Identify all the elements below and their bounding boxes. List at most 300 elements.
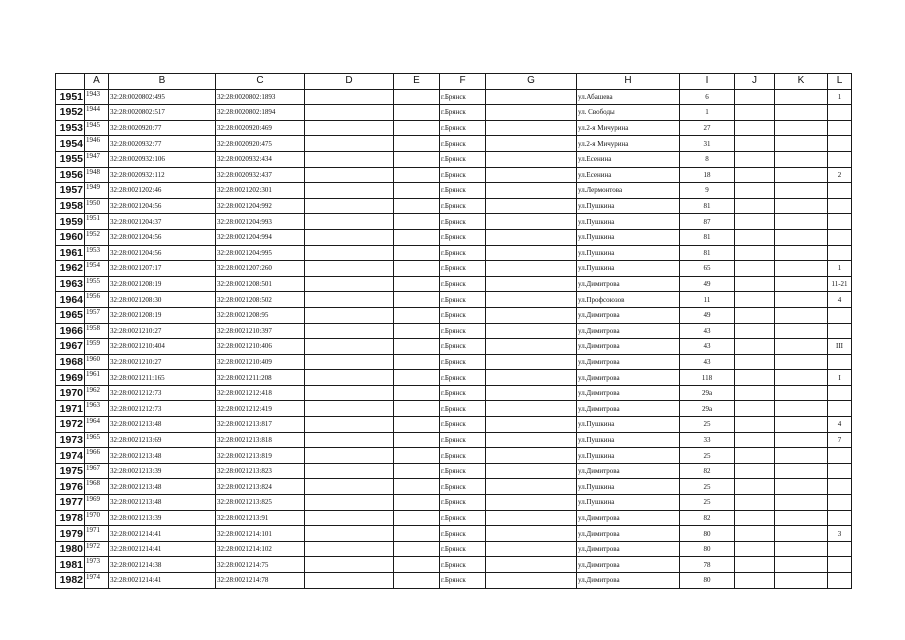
cell-g[interactable] bbox=[486, 510, 577, 526]
cell-f[interactable]: г.Брянск bbox=[440, 198, 486, 214]
cell-f[interactable]: г.Брянск bbox=[440, 136, 486, 152]
row-number[interactable]: 1972 bbox=[56, 417, 85, 433]
cell-i[interactable]: 80 bbox=[680, 526, 735, 542]
cell-d[interactable] bbox=[305, 214, 394, 230]
cell-b[interactable]: 32:28:0021213:39 bbox=[109, 510, 216, 526]
cell-j[interactable] bbox=[735, 557, 775, 573]
cell-g[interactable] bbox=[486, 214, 577, 230]
row-number[interactable]: 1955 bbox=[56, 151, 85, 167]
cell-f[interactable]: г.Брянск bbox=[440, 183, 486, 199]
cell-j[interactable] bbox=[735, 136, 775, 152]
cell-c[interactable]: 32:28:0021204:994 bbox=[216, 229, 305, 245]
cell-g[interactable] bbox=[486, 526, 577, 542]
cell-h[interactable]: ул.Пушкина bbox=[577, 417, 680, 433]
cell-f[interactable]: г.Брянск bbox=[440, 339, 486, 355]
cell-i[interactable]: 49 bbox=[680, 276, 735, 292]
column-header-j[interactable]: J bbox=[735, 74, 775, 90]
cell-i[interactable]: 80 bbox=[680, 573, 735, 589]
row-number[interactable]: 1970 bbox=[56, 385, 85, 401]
cell-g[interactable] bbox=[486, 385, 577, 401]
cell-k[interactable] bbox=[775, 120, 828, 136]
cell-e[interactable] bbox=[394, 136, 440, 152]
cell-b[interactable]: 32:28:0021213:48 bbox=[109, 417, 216, 433]
cell-c[interactable]: 32:28:0020802:1894 bbox=[216, 105, 305, 121]
cell-a[interactable]: 1947 bbox=[85, 151, 109, 167]
cell-a[interactable]: 1943 bbox=[85, 89, 109, 105]
cell-g[interactable] bbox=[486, 557, 577, 573]
cell-e[interactable] bbox=[394, 214, 440, 230]
cell-l[interactable] bbox=[828, 183, 852, 199]
cell-j[interactable] bbox=[735, 183, 775, 199]
cell-g[interactable] bbox=[486, 229, 577, 245]
cell-l[interactable] bbox=[828, 245, 852, 261]
cell-e[interactable] bbox=[394, 261, 440, 277]
column-header-a[interactable]: A bbox=[85, 74, 109, 90]
cell-f[interactable]: г.Брянск bbox=[440, 510, 486, 526]
cell-b[interactable]: 32:28:0021204:56 bbox=[109, 245, 216, 261]
cell-i[interactable]: 27 bbox=[680, 120, 735, 136]
cell-a[interactable]: 1973 bbox=[85, 557, 109, 573]
cell-f[interactable]: г.Брянск bbox=[440, 105, 486, 121]
cell-e[interactable] bbox=[394, 229, 440, 245]
cell-f[interactable]: г.Брянск bbox=[440, 541, 486, 557]
cell-i[interactable]: 65 bbox=[680, 261, 735, 277]
cell-h[interactable]: ул.Профсоюзов bbox=[577, 292, 680, 308]
cell-e[interactable] bbox=[394, 339, 440, 355]
cell-k[interactable] bbox=[775, 495, 828, 511]
cell-a[interactable]: 1953 bbox=[85, 245, 109, 261]
cell-l[interactable]: I bbox=[828, 370, 852, 386]
cell-i[interactable]: 81 bbox=[680, 245, 735, 261]
row-number[interactable]: 1960 bbox=[56, 229, 85, 245]
cell-e[interactable] bbox=[394, 432, 440, 448]
cell-b[interactable]: 32:28:0021208:19 bbox=[109, 307, 216, 323]
cell-j[interactable] bbox=[735, 339, 775, 355]
cell-a[interactable]: 1966 bbox=[85, 448, 109, 464]
cell-k[interactable] bbox=[775, 151, 828, 167]
cell-j[interactable] bbox=[735, 417, 775, 433]
cell-c[interactable]: 32:28:0021204:993 bbox=[216, 214, 305, 230]
row-number[interactable]: 1969 bbox=[56, 370, 85, 386]
cell-a[interactable]: 1951 bbox=[85, 214, 109, 230]
cell-h[interactable]: ул. Свободы bbox=[577, 105, 680, 121]
cell-a[interactable]: 1974 bbox=[85, 573, 109, 589]
cell-g[interactable] bbox=[486, 401, 577, 417]
cell-e[interactable] bbox=[394, 370, 440, 386]
cell-k[interactable] bbox=[775, 354, 828, 370]
column-header-h[interactable]: H bbox=[577, 74, 680, 90]
cell-l[interactable]: 4 bbox=[828, 417, 852, 433]
cell-i[interactable]: 29а bbox=[680, 401, 735, 417]
cell-g[interactable] bbox=[486, 198, 577, 214]
cell-e[interactable] bbox=[394, 463, 440, 479]
cell-l[interactable]: 2 bbox=[828, 167, 852, 183]
cell-e[interactable] bbox=[394, 557, 440, 573]
cell-c[interactable]: 32:28:0021214:102 bbox=[216, 541, 305, 557]
cell-g[interactable] bbox=[486, 432, 577, 448]
cell-j[interactable] bbox=[735, 401, 775, 417]
cell-k[interactable] bbox=[775, 557, 828, 573]
cell-a[interactable]: 1969 bbox=[85, 495, 109, 511]
cell-j[interactable] bbox=[735, 510, 775, 526]
cell-h[interactable]: ул.Пушкина bbox=[577, 448, 680, 464]
cell-g[interactable] bbox=[486, 479, 577, 495]
cell-a[interactable]: 1962 bbox=[85, 385, 109, 401]
column-header-l[interactable]: L bbox=[828, 74, 852, 90]
cell-g[interactable] bbox=[486, 120, 577, 136]
cell-c[interactable]: 32:28:0021210:406 bbox=[216, 339, 305, 355]
cell-d[interactable] bbox=[305, 417, 394, 433]
cell-g[interactable] bbox=[486, 183, 577, 199]
cell-d[interactable] bbox=[305, 229, 394, 245]
cell-h[interactable]: ул.Пушкина bbox=[577, 495, 680, 511]
cell-c[interactable]: 32:28:0021213:818 bbox=[216, 432, 305, 448]
cell-c[interactable]: 32:28:0021214:78 bbox=[216, 573, 305, 589]
cell-l[interactable]: 4 bbox=[828, 292, 852, 308]
cell-c[interactable]: 32:28:0021204:995 bbox=[216, 245, 305, 261]
cell-k[interactable] bbox=[775, 198, 828, 214]
cell-g[interactable] bbox=[486, 307, 577, 323]
row-number[interactable]: 1982 bbox=[56, 573, 85, 589]
cell-b[interactable]: 32:28:0021212:73 bbox=[109, 385, 216, 401]
cell-i[interactable]: 49 bbox=[680, 307, 735, 323]
cell-h[interactable]: ул.Димитрова bbox=[577, 526, 680, 542]
cell-h[interactable]: ул.Димитрова bbox=[577, 573, 680, 589]
cell-e[interactable] bbox=[394, 276, 440, 292]
cell-k[interactable] bbox=[775, 323, 828, 339]
cell-g[interactable] bbox=[486, 136, 577, 152]
cell-k[interactable] bbox=[775, 385, 828, 401]
cell-l[interactable] bbox=[828, 557, 852, 573]
cell-b[interactable]: 32:28:0021211:165 bbox=[109, 370, 216, 386]
cell-e[interactable] bbox=[394, 151, 440, 167]
cell-b[interactable]: 32:28:0021207:17 bbox=[109, 261, 216, 277]
cell-g[interactable] bbox=[486, 448, 577, 464]
cell-c[interactable]: 32:28:0021208:95 bbox=[216, 307, 305, 323]
cell-k[interactable] bbox=[775, 245, 828, 261]
cell-c[interactable]: 32:28:0021213:823 bbox=[216, 463, 305, 479]
cell-f[interactable]: г.Брянск bbox=[440, 401, 486, 417]
cell-h[interactable]: ул.Димитрова bbox=[577, 354, 680, 370]
cell-d[interactable] bbox=[305, 307, 394, 323]
row-number[interactable]: 1973 bbox=[56, 432, 85, 448]
cell-b[interactable]: 32:28:0021208:30 bbox=[109, 292, 216, 308]
row-number[interactable]: 1951 bbox=[56, 89, 85, 105]
cell-l[interactable]: 7 bbox=[828, 432, 852, 448]
column-header-k[interactable]: K bbox=[775, 74, 828, 90]
cell-j[interactable] bbox=[735, 479, 775, 495]
cell-b[interactable]: 32:28:0021208:19 bbox=[109, 276, 216, 292]
cell-h[interactable]: ул.Димитрова bbox=[577, 385, 680, 401]
cell-j[interactable] bbox=[735, 307, 775, 323]
cell-k[interactable] bbox=[775, 339, 828, 355]
cell-i[interactable]: 1 bbox=[680, 105, 735, 121]
cell-h[interactable]: ул.Димитрова bbox=[577, 276, 680, 292]
cell-i[interactable]: 80 bbox=[680, 541, 735, 557]
cell-i[interactable]: 25 bbox=[680, 417, 735, 433]
cell-d[interactable] bbox=[305, 105, 394, 121]
cell-i[interactable]: 33 bbox=[680, 432, 735, 448]
cell-c[interactable]: 32:28:0021207:260 bbox=[216, 261, 305, 277]
cell-e[interactable] bbox=[394, 573, 440, 589]
cell-l[interactable] bbox=[828, 463, 852, 479]
cell-f[interactable]: г.Брянск bbox=[440, 229, 486, 245]
cell-k[interactable] bbox=[775, 261, 828, 277]
cell-f[interactable]: г.Брянск bbox=[440, 354, 486, 370]
cell-d[interactable] bbox=[305, 89, 394, 105]
cell-h[interactable]: ул.Пушкина bbox=[577, 245, 680, 261]
cell-h[interactable]: ул.Димитрова bbox=[577, 557, 680, 573]
cell-e[interactable] bbox=[394, 510, 440, 526]
cell-d[interactable] bbox=[305, 151, 394, 167]
cell-l[interactable] bbox=[828, 136, 852, 152]
row-number[interactable]: 1952 bbox=[56, 105, 85, 121]
cell-d[interactable] bbox=[305, 557, 394, 573]
cell-b[interactable]: 32:28:0021213:39 bbox=[109, 463, 216, 479]
cell-b[interactable]: 32:28:0021202:46 bbox=[109, 183, 216, 199]
cell-b[interactable]: 32:28:0021213:48 bbox=[109, 479, 216, 495]
cell-b[interactable]: 32:28:0021213:48 bbox=[109, 448, 216, 464]
cell-j[interactable] bbox=[735, 526, 775, 542]
cell-h[interactable]: ул.Димитрова bbox=[577, 401, 680, 417]
cell-c[interactable]: 32:28:0021213:91 bbox=[216, 510, 305, 526]
column-header-i[interactable]: I bbox=[680, 74, 735, 90]
cell-d[interactable] bbox=[305, 183, 394, 199]
cell-i[interactable]: 43 bbox=[680, 339, 735, 355]
cell-d[interactable] bbox=[305, 385, 394, 401]
cell-d[interactable] bbox=[305, 510, 394, 526]
row-number[interactable]: 1978 bbox=[56, 510, 85, 526]
cell-k[interactable] bbox=[775, 526, 828, 542]
cell-e[interactable] bbox=[394, 292, 440, 308]
cell-d[interactable] bbox=[305, 526, 394, 542]
cell-k[interactable] bbox=[775, 432, 828, 448]
cell-f[interactable]: г.Брянск bbox=[440, 167, 486, 183]
cell-e[interactable] bbox=[394, 245, 440, 261]
cell-g[interactable] bbox=[486, 167, 577, 183]
column-header-c[interactable]: C bbox=[216, 74, 305, 90]
row-number[interactable]: 1961 bbox=[56, 245, 85, 261]
cell-k[interactable] bbox=[775, 573, 828, 589]
cell-j[interactable] bbox=[735, 541, 775, 557]
cell-h[interactable]: ул.Димитрова bbox=[577, 510, 680, 526]
cell-j[interactable] bbox=[735, 432, 775, 448]
cell-g[interactable] bbox=[486, 463, 577, 479]
corner-cell[interactable] bbox=[56, 74, 85, 90]
cell-h[interactable]: ул.Пушкина bbox=[577, 198, 680, 214]
cell-h[interactable]: ул.Пушкина bbox=[577, 229, 680, 245]
cell-c[interactable]: 32:28:0020932:434 bbox=[216, 151, 305, 167]
cell-d[interactable] bbox=[305, 167, 394, 183]
cell-i[interactable]: 78 bbox=[680, 557, 735, 573]
cell-b[interactable]: 32:28:0021214:38 bbox=[109, 557, 216, 573]
cell-l[interactable]: 1 bbox=[828, 261, 852, 277]
cell-k[interactable] bbox=[775, 401, 828, 417]
cell-a[interactable]: 1946 bbox=[85, 136, 109, 152]
cell-e[interactable] bbox=[394, 307, 440, 323]
cell-j[interactable] bbox=[735, 245, 775, 261]
cell-l[interactable] bbox=[828, 120, 852, 136]
cell-g[interactable] bbox=[486, 89, 577, 105]
cell-c[interactable]: 32:28:0021204:992 bbox=[216, 198, 305, 214]
cell-g[interactable] bbox=[486, 354, 577, 370]
row-number[interactable]: 1953 bbox=[56, 120, 85, 136]
cell-j[interactable] bbox=[735, 354, 775, 370]
cell-d[interactable] bbox=[305, 198, 394, 214]
cell-h[interactable]: ул.Димитрова bbox=[577, 463, 680, 479]
cell-k[interactable] bbox=[775, 479, 828, 495]
cell-f[interactable]: г.Брянск bbox=[440, 448, 486, 464]
cell-i[interactable]: 18 bbox=[680, 167, 735, 183]
cell-c[interactable]: 32:28:0021202:301 bbox=[216, 183, 305, 199]
cell-d[interactable] bbox=[305, 370, 394, 386]
cell-j[interactable] bbox=[735, 214, 775, 230]
cell-f[interactable]: г.Брянск bbox=[440, 463, 486, 479]
cell-a[interactable]: 1956 bbox=[85, 292, 109, 308]
cell-e[interactable] bbox=[394, 198, 440, 214]
cell-j[interactable] bbox=[735, 448, 775, 464]
cell-b[interactable]: 32:28:0020802:495 bbox=[109, 89, 216, 105]
cell-d[interactable] bbox=[305, 541, 394, 557]
cell-l[interactable] bbox=[828, 448, 852, 464]
cell-l[interactable]: 11-21 bbox=[828, 276, 852, 292]
cell-e[interactable] bbox=[394, 120, 440, 136]
cell-h[interactable]: ул.Димитрова bbox=[577, 339, 680, 355]
cell-d[interactable] bbox=[305, 479, 394, 495]
cell-c[interactable]: 32:28:0020920:469 bbox=[216, 120, 305, 136]
cell-k[interactable] bbox=[775, 370, 828, 386]
cell-j[interactable] bbox=[735, 105, 775, 121]
cell-c[interactable]: 32:28:0021214:101 bbox=[216, 526, 305, 542]
cell-k[interactable] bbox=[775, 136, 828, 152]
cell-i[interactable]: 43 bbox=[680, 354, 735, 370]
cell-k[interactable] bbox=[775, 448, 828, 464]
cell-g[interactable] bbox=[486, 105, 577, 121]
cell-g[interactable] bbox=[486, 276, 577, 292]
cell-b[interactable]: 32:28:0020802:517 bbox=[109, 105, 216, 121]
cell-a[interactable]: 1945 bbox=[85, 120, 109, 136]
cell-a[interactable]: 1968 bbox=[85, 479, 109, 495]
cell-c[interactable]: 32:28:0021213:819 bbox=[216, 448, 305, 464]
cell-f[interactable]: г.Брянск bbox=[440, 557, 486, 573]
cell-c[interactable]: 32:28:0021208:502 bbox=[216, 292, 305, 308]
cell-d[interactable] bbox=[305, 292, 394, 308]
row-number[interactable]: 1965 bbox=[56, 307, 85, 323]
row-number[interactable]: 1964 bbox=[56, 292, 85, 308]
cell-e[interactable] bbox=[394, 167, 440, 183]
row-number[interactable]: 1976 bbox=[56, 479, 85, 495]
cell-b[interactable]: 32:28:0021214:41 bbox=[109, 573, 216, 589]
cell-k[interactable] bbox=[775, 307, 828, 323]
cell-h[interactable]: ул.Абашева bbox=[577, 89, 680, 105]
cell-f[interactable]: г.Брянск bbox=[440, 370, 486, 386]
cell-i[interactable]: 82 bbox=[680, 463, 735, 479]
cell-b[interactable]: 32:28:0021204:37 bbox=[109, 214, 216, 230]
cell-g[interactable] bbox=[486, 541, 577, 557]
cell-a[interactable]: 1965 bbox=[85, 432, 109, 448]
cell-l[interactable] bbox=[828, 510, 852, 526]
cell-i[interactable]: 25 bbox=[680, 479, 735, 495]
row-number[interactable]: 1954 bbox=[56, 136, 85, 152]
row-number[interactable]: 1962 bbox=[56, 261, 85, 277]
cell-g[interactable] bbox=[486, 370, 577, 386]
cell-i[interactable]: 9 bbox=[680, 183, 735, 199]
cell-i[interactable]: 118 bbox=[680, 370, 735, 386]
cell-j[interactable] bbox=[735, 573, 775, 589]
cell-a[interactable]: 1971 bbox=[85, 526, 109, 542]
cell-j[interactable] bbox=[735, 463, 775, 479]
cell-k[interactable] bbox=[775, 167, 828, 183]
cell-c[interactable]: 32:28:0021213:824 bbox=[216, 479, 305, 495]
cell-l[interactable] bbox=[828, 385, 852, 401]
cell-l[interactable] bbox=[828, 105, 852, 121]
cell-e[interactable] bbox=[394, 105, 440, 121]
cell-j[interactable] bbox=[735, 167, 775, 183]
cell-j[interactable] bbox=[735, 385, 775, 401]
cell-i[interactable]: 11 bbox=[680, 292, 735, 308]
cell-k[interactable] bbox=[775, 276, 828, 292]
cell-e[interactable] bbox=[394, 495, 440, 511]
cell-f[interactable]: г.Брянск bbox=[440, 417, 486, 433]
cell-f[interactable]: г.Брянск bbox=[440, 526, 486, 542]
cell-a[interactable]: 1972 bbox=[85, 541, 109, 557]
cell-a[interactable]: 1961 bbox=[85, 370, 109, 386]
cell-l[interactable] bbox=[828, 479, 852, 495]
cell-a[interactable]: 1964 bbox=[85, 417, 109, 433]
row-number[interactable]: 1980 bbox=[56, 541, 85, 557]
row-number[interactable]: 1963 bbox=[56, 276, 85, 292]
cell-f[interactable]: г.Брянск bbox=[440, 323, 486, 339]
cell-c[interactable]: 32:28:0021213:817 bbox=[216, 417, 305, 433]
row-number[interactable]: 1967 bbox=[56, 339, 85, 355]
cell-c[interactable]: 32:28:0020920:475 bbox=[216, 136, 305, 152]
row-number[interactable]: 1956 bbox=[56, 167, 85, 183]
cell-l[interactable] bbox=[828, 323, 852, 339]
cell-b[interactable]: 32:28:0020932:106 bbox=[109, 151, 216, 167]
cell-a[interactable]: 1948 bbox=[85, 167, 109, 183]
cell-e[interactable] bbox=[394, 541, 440, 557]
cell-h[interactable]: ул.Димитрова bbox=[577, 307, 680, 323]
cell-b[interactable]: 32:28:0021204:56 bbox=[109, 229, 216, 245]
column-header-d[interactable]: D bbox=[305, 74, 394, 90]
cell-c[interactable]: 32:28:0021212:419 bbox=[216, 401, 305, 417]
cell-l[interactable] bbox=[828, 214, 852, 230]
column-header-f[interactable]: F bbox=[440, 74, 486, 90]
cell-c[interactable]: 32:28:0021211:208 bbox=[216, 370, 305, 386]
row-number[interactable]: 1979 bbox=[56, 526, 85, 542]
cell-e[interactable] bbox=[394, 354, 440, 370]
cell-h[interactable]: ул.Есенина bbox=[577, 167, 680, 183]
cell-j[interactable] bbox=[735, 89, 775, 105]
cell-e[interactable] bbox=[394, 479, 440, 495]
cell-e[interactable] bbox=[394, 89, 440, 105]
cell-k[interactable] bbox=[775, 292, 828, 308]
cell-l[interactable]: 1 bbox=[828, 89, 852, 105]
cell-e[interactable] bbox=[394, 401, 440, 417]
cell-h[interactable]: ул.Димитрова bbox=[577, 323, 680, 339]
cell-l[interactable] bbox=[828, 541, 852, 557]
cell-i[interactable]: 43 bbox=[680, 323, 735, 339]
cell-d[interactable] bbox=[305, 136, 394, 152]
cell-d[interactable] bbox=[305, 120, 394, 136]
cell-f[interactable]: г.Брянск bbox=[440, 89, 486, 105]
cell-d[interactable] bbox=[305, 354, 394, 370]
cell-h[interactable]: ул.Димитрова bbox=[577, 541, 680, 557]
cell-l[interactable] bbox=[828, 573, 852, 589]
row-number[interactable]: 1971 bbox=[56, 401, 85, 417]
cell-b[interactable]: 32:28:0021213:48 bbox=[109, 495, 216, 511]
cell-c[interactable]: 32:28:0020802:1893 bbox=[216, 89, 305, 105]
